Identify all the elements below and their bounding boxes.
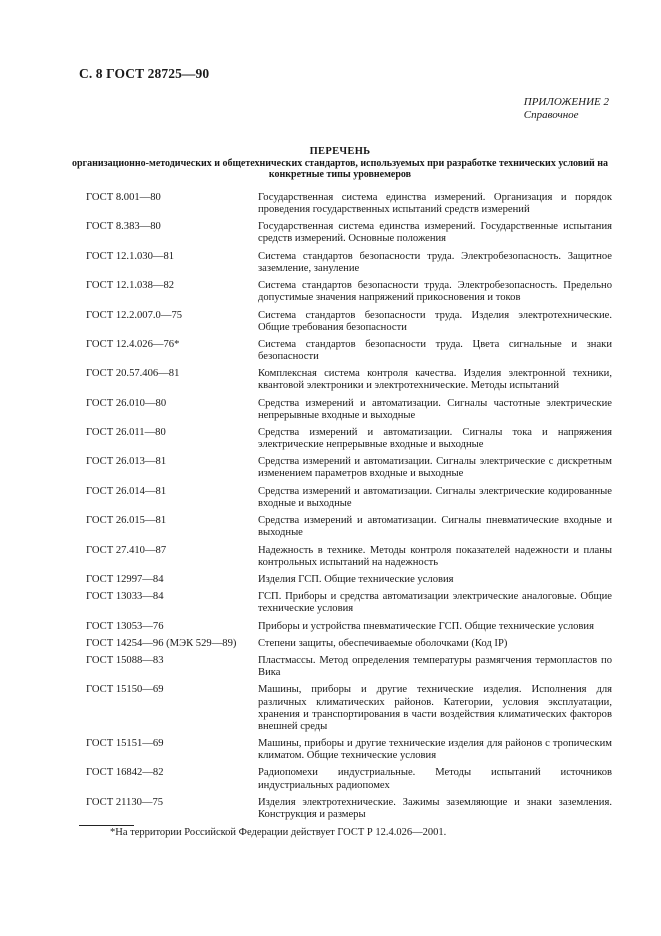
standard-code: ГОСТ 15088—83 [86,655,164,667]
standard-description: Изделия электротехнические. Зажимы заземляющие и знаки заземления. Конструкция и размеры [258,796,612,820]
title-subtitle: организационно-методических и общетехнических стандартов, используемых при разработке технических условий на конкретные типы уровнемеров [71,157,608,180]
standard-description: Машины, приборы и другие технические изделия для районов с тропическим климатом. Общие технические условия [258,738,612,762]
standard-row [86,515,612,539]
standard-row [86,797,612,821]
title-main: ПЕРЕЧЕНЬ [309,146,371,157]
standard-row [86,280,612,304]
standard-code: ГОСТ 8.001—80 [86,192,161,203]
standard-code: ГОСТ 15151—69 [86,738,164,750]
standard-code: ГОСТ 13053—76 [86,620,164,632]
standard-description: Система стандартов безопасности труда. Электробезопасность. Защитное заземление, зануление [258,250,612,274]
standard-description: Система стандартов безопасности труда. Изделия электротехнические. Общие требования безопасности [258,309,612,333]
standard-description: Пластмассы. Метод определения температуры размягчения термопластов по Вика [258,655,612,679]
standard-row [86,427,612,451]
standard-row [86,738,612,762]
standard-description: Комплексная система контроля качества. Изделия электронной техники, квантовой электроники и электротехнические. Методы испытаний [258,368,612,392]
standard-row [86,456,612,480]
standard-code: ГОСТ 16842—82 [86,767,164,779]
standard-code: ГОСТ 26.013—81 [86,456,167,468]
standard-code: ГОСТ 13033—84 [86,591,164,603]
standard-description: Средства измерений и автоматизации. Сигналы пневматические входные и выходные [258,515,612,539]
standard-row [86,251,612,275]
standard-description: Радиопомехи индустриальные. Методы испытаний источников индустриальных радиопомех [258,767,612,791]
standard-description: ГСП. Приборы и средства автоматизации электрические аналоговые. Общие технические условия [258,591,612,615]
standard-row [86,574,612,586]
standard-row [86,684,612,732]
standard-row [86,767,612,791]
standard-description: Средства измерений и автоматизации. Сигналы частотные электрические непрерывные входные и выходные [258,397,612,421]
standard-row [86,655,612,679]
standard-code: ГОСТ 26.011—80 [86,427,166,438]
standard-description: Государственная система единства измерений. Организация и порядок проведения государственных испытаний средств измерений [258,192,612,216]
standard-description: Средства измерений и автоматизации. Сигналы электрические с дискретным изменением параметров входные и выходные [258,456,612,480]
footnote-divider [79,825,134,826]
standard-code: ГОСТ 12.2.007.0—75 [86,309,183,321]
standard-code: ГОСТ 8.383—80 [86,221,161,233]
standards-list [86,192,612,826]
standard-code: ГОСТ 15150—69 [86,684,164,696]
standard-description: Степени защиты, обеспечиваемые оболочками (Код IP) [258,637,508,649]
standard-description: Машины, приборы и другие технические изделия. Исполнения для различных климатических районов. Категории, условия эксплуатации, хранения и транспортирования в части воздействия климатических факторов внешней среды [258,684,612,732]
standard-description: Надежность в технике. Методы контроля показателей надежности и планы контрольных испытаний на надежность [258,544,612,568]
standard-code: ГОСТ 27.410—87 [86,544,167,556]
standard-description: Государственная система единства измерений. Государственные испытания средств измерений. Основные положения [258,221,612,245]
standard-row [86,638,612,650]
standard-description: Изделия ГСП. Общие технические условия [258,573,454,585]
standard-row [86,339,612,363]
standard-row [86,398,612,422]
standard-description: Система стандартов безопасности труда. Цвета сигнальные и знаки безопасности [258,338,612,362]
footnote: *На территории Российской Федерации действует ГОСТ Р 12.4.026—2001. [110,827,447,838]
standard-row [86,221,612,245]
standard-description: Средства измерений и автоматизации. Сигналы электрические кодированные входные и выходные [258,485,612,509]
standard-row [86,545,612,569]
standard-description: Система стандартов безопасности труда. Электробезопасность. Предельно допустимые значения напряжений прикосновения и токов [258,280,612,304]
standard-code: ГОСТ 14254—96 (МЭК 529—89) [86,637,237,649]
standard-code: ГОСТ 12.4.026—76* [86,338,180,350]
standard-description: Средства измерений и автоматизации. Сигналы тока и напряжения электрические непрерывные входные и выходные [258,427,612,451]
standard-row [86,621,612,633]
appendix-type: Справочное [523,109,579,121]
standard-code: ГОСТ 20.57.406—81 [86,368,180,380]
standard-code: ГОСТ 26.014—81 [86,485,167,497]
standard-row [86,486,612,510]
standard-row [86,310,612,334]
standard-code: ГОСТ 21130—75 [86,796,164,808]
appendix-label [524,96,609,122]
standard-code: ГОСТ 26.015—81 [86,515,167,527]
standard-description: Приборы и устройства пневматические ГСП. Общие технические условия [258,620,594,632]
standard-code: ГОСТ 12997—84 [86,573,164,585]
standard-code: ГОСТ 12.1.030—81 [86,250,175,262]
standard-code: ГОСТ 12.1.038—82 [86,280,175,292]
standard-row [86,591,612,615]
document-title [70,146,610,181]
appendix-number: ПРИЛОЖЕНИЕ 2 [523,96,609,108]
page-header: С. 8 ГОСТ 28725—90 [79,66,210,81]
standard-row [86,192,612,216]
standard-code: ГОСТ 26.010—80 [86,397,167,409]
standard-row [86,368,612,392]
